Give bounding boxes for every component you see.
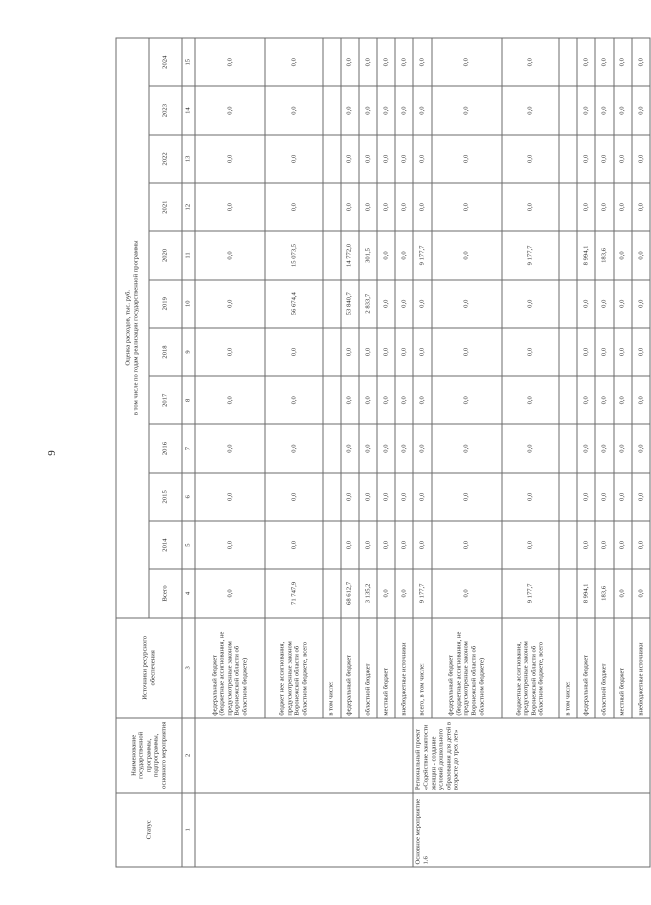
year-value-cell: 0,0 — [395, 231, 413, 279]
year-value-cell: 183,6 — [595, 231, 613, 279]
year-value-cell: 0,0 — [577, 521, 595, 569]
year-value-cell: 9 177,7 — [413, 231, 431, 279]
year-value-cell: 0,0 — [195, 135, 265, 183]
year-value-cell: 0,0 — [614, 135, 632, 183]
year-value-cell: 0,0 — [341, 328, 359, 376]
year-value-cell: 0,0 — [502, 473, 559, 521]
year-value-cell — [559, 376, 577, 424]
funding-source-cell: федеральный бюджет (бюджетные ассигнования, не предусмотренные законом Воронежской области об областном бюджете) — [195, 618, 265, 719]
year-value-cell: 0,0 — [395, 86, 413, 134]
total-cell — [323, 569, 341, 617]
year-value-cell: 0,0 — [341, 183, 359, 231]
year-value-cell: 53 840,7 — [341, 280, 359, 328]
expenses-subtitle: в том числе по годам реализации государственной программы — [132, 240, 140, 416]
funding-source-cell: бюджетные ассигнования, предусмотренные законом Воронежской области об областном бюджете, всего — [502, 618, 559, 719]
year-value-cell: 0,0 — [265, 38, 322, 86]
year-value-cell: 0,0 — [632, 231, 650, 279]
year-value-cell — [559, 473, 577, 521]
column-index: 9 — [182, 328, 195, 376]
year-value-cell: 0,0 — [614, 280, 632, 328]
year-value-cell: 0,0 — [577, 376, 595, 424]
year-value-cell: 0,0 — [341, 424, 359, 472]
year-value-cell — [323, 231, 341, 279]
year-value-cell: 0,0 — [432, 328, 502, 376]
year-value-cell: 0,0 — [577, 328, 595, 376]
year-value-cell: 0,0 — [341, 521, 359, 569]
year-value-cell: 0,0 — [413, 38, 431, 86]
year-value-cell: 0,0 — [502, 424, 559, 472]
year-header: 2015 — [149, 473, 182, 521]
year-value-cell: 0,0 — [377, 86, 395, 134]
year-value-cell — [559, 86, 577, 134]
funding-source-cell: в том числе: — [559, 618, 577, 719]
year-value-cell: 0,0 — [432, 280, 502, 328]
year-value-cell — [323, 135, 341, 183]
year-value-cell: 0,0 — [502, 376, 559, 424]
year-header: 2019 — [149, 280, 182, 328]
year-value-cell: 0,0 — [413, 280, 431, 328]
year-value-cell: 15 073,5 — [265, 231, 322, 279]
year-value-cell: 0,0 — [395, 424, 413, 472]
year-value-cell: 0,0 — [341, 38, 359, 86]
year-value-cell — [559, 424, 577, 472]
column-index-row — [182, 38, 195, 867]
year-value-cell: 0,0 — [413, 183, 431, 231]
year-value-cell: 0,0 — [359, 183, 377, 231]
year-value-cell: 0,0 — [632, 473, 650, 521]
year-header: 2020 — [149, 231, 182, 279]
year-value-cell: 0,0 — [195, 473, 265, 521]
column-index: 12 — [182, 183, 195, 231]
year-value-cell: 0,0 — [595, 86, 613, 134]
year-value-cell: 0,0 — [595, 424, 613, 472]
year-value-cell: 0,0 — [359, 38, 377, 86]
program-name-cell — [195, 718, 413, 792]
year-value-cell: 0,0 — [595, 38, 613, 86]
year-value-cell: 0,0 — [502, 183, 559, 231]
year-value-cell: 0,0 — [413, 473, 431, 521]
column-index: 14 — [182, 86, 195, 134]
year-value-cell: 0,0 — [265, 328, 322, 376]
year-value-cell: 0,0 — [614, 424, 632, 472]
year-value-cell: 0,0 — [341, 376, 359, 424]
year-value-cell: 2 833,7 — [359, 280, 377, 328]
expenses-title: Оценка расходов, тыс. руб. — [124, 289, 132, 366]
year-value-cell: 0,0 — [377, 328, 395, 376]
year-header: 2018 — [149, 328, 182, 376]
year-value-cell: 0,0 — [265, 135, 322, 183]
year-value-cell — [323, 183, 341, 231]
year-value-cell: 0,0 — [377, 424, 395, 472]
year-value-cell: 0,0 — [577, 424, 595, 472]
year-value-cell: 0,0 — [432, 135, 502, 183]
column-index: 3 — [182, 618, 195, 719]
year-value-cell — [323, 328, 341, 376]
year-value-cell: 0,0 — [377, 135, 395, 183]
measure-name-cell: Региональный проект «Содействие занятости женщин - создание условий дошкольного образования для детей в возрасте до трех лет» — [413, 718, 650, 792]
year-value-cell: 0,0 — [632, 135, 650, 183]
year-value-cell: 0,0 — [614, 328, 632, 376]
year-header: 2023 — [149, 86, 182, 134]
year-value-cell: 0,0 — [341, 135, 359, 183]
year-value-cell: 0,0 — [595, 473, 613, 521]
year-value-cell — [323, 521, 341, 569]
year-value-cell — [559, 280, 577, 328]
column-index: 8 — [182, 376, 195, 424]
year-header: 2022 — [149, 135, 182, 183]
year-value-cell — [323, 86, 341, 134]
year-value-cell: 0,0 — [632, 328, 650, 376]
year-value-cell: 0,0 — [595, 135, 613, 183]
year-value-cell: 0,0 — [195, 86, 265, 134]
total-cell: 0,0 — [614, 569, 632, 617]
year-value-cell: 0,0 — [359, 86, 377, 134]
year-value-cell — [559, 521, 577, 569]
year-value-cell: 0,0 — [341, 86, 359, 134]
year-value-cell: 0,0 — [614, 38, 632, 86]
year-value-cell: 0,0 — [395, 376, 413, 424]
year-value-cell: 0,0 — [195, 376, 265, 424]
year-value-cell: 0,0 — [432, 38, 502, 86]
year-value-cell: 0,0 — [413, 135, 431, 183]
funding-source-cell: областной бюджет — [359, 618, 377, 719]
year-value-cell: 0,0 — [577, 183, 595, 231]
year-value-cell: 0,0 — [413, 376, 431, 424]
year-value-cell — [559, 38, 577, 86]
column-index: 10 — [182, 280, 195, 328]
column-index: 2 — [182, 718, 195, 792]
year-value-cell: 0,0 — [432, 231, 502, 279]
column-index: 13 — [182, 135, 195, 183]
total-cell: 9 177,7 — [502, 569, 559, 617]
year-value-cell: 0,0 — [614, 231, 632, 279]
year-value-cell: 0,0 — [359, 424, 377, 472]
year-value-cell: 0,0 — [359, 328, 377, 376]
year-value-cell: 0,0 — [432, 521, 502, 569]
year-value-cell: 0,0 — [195, 231, 265, 279]
year-value-cell: 0,0 — [432, 86, 502, 134]
year-value-cell — [323, 280, 341, 328]
status-cell — [195, 793, 413, 867]
year-value-cell: 0,0 — [395, 280, 413, 328]
year-value-cell: 0,0 — [432, 473, 502, 521]
column-index: 15 — [182, 38, 195, 86]
year-value-cell: 0,0 — [265, 521, 322, 569]
year-value-cell — [559, 328, 577, 376]
year-value-cell: 0,0 — [595, 183, 613, 231]
table-row — [195, 38, 265, 867]
year-value-cell: 0,0 — [577, 135, 595, 183]
year-header: 2014 — [149, 521, 182, 569]
total-cell: 0,0 — [432, 569, 502, 617]
year-value-cell: 0,0 — [577, 280, 595, 328]
year-value-cell: 0,0 — [195, 38, 265, 86]
year-value-cell: 0,0 — [195, 183, 265, 231]
year-value-cell: 0,0 — [502, 328, 559, 376]
year-value-cell: 0,0 — [377, 521, 395, 569]
total-cell: 68 612,7 — [341, 569, 359, 617]
year-value-cell: 0,0 — [632, 280, 650, 328]
funding-source-cell: федеральный бюджет — [577, 618, 595, 719]
year-value-cell: 0,0 — [502, 521, 559, 569]
year-value-cell: 0,0 — [595, 280, 613, 328]
table-row — [413, 38, 431, 867]
year-value-cell: 0,0 — [614, 521, 632, 569]
year-value-cell: 56 674,4 — [265, 280, 322, 328]
total-cell: 183,6 — [595, 569, 613, 617]
year-value-cell: 0,0 — [413, 328, 431, 376]
column-index: 11 — [182, 231, 195, 279]
year-value-cell: 0,0 — [632, 424, 650, 472]
year-value-cell: 0,0 — [341, 473, 359, 521]
expenses-header — [116, 38, 149, 618]
year-value-cell: 0,0 — [359, 473, 377, 521]
year-value-cell: 0,0 — [395, 135, 413, 183]
year-value-cell: 0,0 — [359, 135, 377, 183]
total-cell: 71 747,9 — [265, 569, 322, 617]
funding-source-cell: в том числе: — [323, 618, 341, 719]
year-value-cell: 0,0 — [502, 38, 559, 86]
year-value-cell: 0,0 — [195, 424, 265, 472]
year-value-cell: 0,0 — [502, 86, 559, 134]
year-value-cell: 0,0 — [359, 521, 377, 569]
year-value-cell: 0,0 — [614, 86, 632, 134]
year-value-cell: 0,0 — [195, 280, 265, 328]
year-value-cell — [559, 231, 577, 279]
year-header: 2024 — [149, 38, 182, 86]
program-name-header: Наименование государственной программы, подпрограммы, основного мероприятия — [116, 718, 182, 792]
year-value-cell: 0,0 — [577, 38, 595, 86]
year-value-cell — [323, 376, 341, 424]
year-value-cell: 0,0 — [595, 328, 613, 376]
funding-source-cell: федеральный бюджет — [341, 618, 359, 719]
year-value-cell: 0,0 — [265, 424, 322, 472]
budget-table-container — [116, 38, 651, 868]
year-value-cell: 0,0 — [265, 376, 322, 424]
year-value-cell: 0,0 — [195, 328, 265, 376]
funding-source-cell: внебюджетные источники — [632, 618, 650, 719]
year-value-cell: 0,0 — [395, 473, 413, 521]
year-value-cell: 0,0 — [632, 38, 650, 86]
year-value-cell: 0,0 — [595, 521, 613, 569]
funding-source-header: Источники ресурсного обеспечения — [116, 618, 182, 719]
year-value-cell: 0,0 — [502, 135, 559, 183]
column-index: 1 — [182, 793, 195, 867]
year-value-cell: 0,0 — [413, 86, 431, 134]
total-cell — [559, 569, 577, 617]
funding-source-cell: местный бюджет — [614, 618, 632, 719]
year-value-cell — [559, 135, 577, 183]
total-cell: 8 994,1 — [577, 569, 595, 617]
column-index: 4 — [182, 569, 195, 617]
year-value-cell: 0,0 — [632, 86, 650, 134]
year-header: 2021 — [149, 183, 182, 231]
year-value-cell: 0,0 — [377, 231, 395, 279]
year-value-cell: 8 994,1 — [577, 231, 595, 279]
year-value-cell — [323, 38, 341, 86]
year-value-cell: 0,0 — [432, 376, 502, 424]
status-header: Статус — [116, 793, 182, 867]
funding-source-cell: местный бюджет — [377, 618, 395, 719]
total-header: Всего — [149, 569, 182, 617]
funding-source-cell: внебюджетные источники — [395, 618, 413, 719]
year-value-cell: 0,0 — [595, 376, 613, 424]
year-value-cell: 0,0 — [359, 376, 377, 424]
year-value-cell: 0,0 — [265, 473, 322, 521]
year-value-cell: 0,0 — [395, 183, 413, 231]
year-value-cell: 0,0 — [395, 328, 413, 376]
year-value-cell: 0,0 — [632, 183, 650, 231]
page-number: 9 — [46, 450, 58, 456]
year-value-cell: 0,0 — [577, 86, 595, 134]
year-value-cell: 0,0 — [265, 183, 322, 231]
year-value-cell: 0,0 — [413, 521, 431, 569]
year-value-cell: 0,0 — [377, 38, 395, 86]
column-index: 5 — [182, 521, 195, 569]
year-value-cell: 0,0 — [614, 183, 632, 231]
year-value-cell: 0,0 — [577, 473, 595, 521]
year-value-cell: 9 177,7 — [502, 231, 559, 279]
funding-source-cell: всего, в том числе: — [413, 618, 431, 719]
column-index: 6 — [182, 473, 195, 521]
total-cell: 0,0 — [632, 569, 650, 617]
year-header: 2017 — [149, 376, 182, 424]
total-cell: 0,0 — [195, 569, 265, 617]
year-value-cell: 0,0 — [377, 280, 395, 328]
year-value-cell: 0,0 — [432, 183, 502, 231]
measure-status-cell: Основное мероприятие 1.6 — [413, 793, 650, 867]
year-value-cell: 0,0 — [265, 86, 322, 134]
year-value-cell: 0,0 — [632, 521, 650, 569]
total-cell: 0,0 — [377, 569, 395, 617]
year-value-cell: 0,0 — [377, 183, 395, 231]
year-value-cell: 0,0 — [413, 424, 431, 472]
year-value-cell — [323, 473, 341, 521]
year-value-cell: 0,0 — [377, 376, 395, 424]
total-cell: 9 177,7 — [413, 569, 431, 617]
funding-source-cell: бюджет нее ассигнования, предусмотренные законом Воронежской области об областном бюджете, всего — [265, 618, 322, 719]
total-cell: 3 135,2 — [359, 569, 377, 617]
year-value-cell: 14 772,0 — [341, 231, 359, 279]
year-value-cell: 0,0 — [432, 424, 502, 472]
year-value-cell — [559, 183, 577, 231]
total-cell: 0,0 — [395, 569, 413, 617]
year-header: 2016 — [149, 424, 182, 472]
year-value-cell: 0,0 — [195, 521, 265, 569]
year-value-cell: 0,0 — [502, 280, 559, 328]
year-value-cell: 0,0 — [614, 376, 632, 424]
year-value-cell — [323, 424, 341, 472]
year-value-cell: 0,0 — [377, 473, 395, 521]
budget-table — [116, 38, 651, 868]
funding-source-cell: федеральный бюджет (бюджетные ассигнования, не предусмотренные законом Воронежской области об областном бюджете) — [432, 618, 502, 719]
column-index: 7 — [182, 424, 195, 472]
year-value-cell: 0,0 — [395, 521, 413, 569]
year-value-cell: 0,0 — [395, 38, 413, 86]
year-value-cell: 301,5 — [359, 231, 377, 279]
year-value-cell: 0,0 — [632, 376, 650, 424]
year-value-cell: 0,0 — [614, 473, 632, 521]
funding-source-cell: областной бюджет — [595, 618, 613, 719]
